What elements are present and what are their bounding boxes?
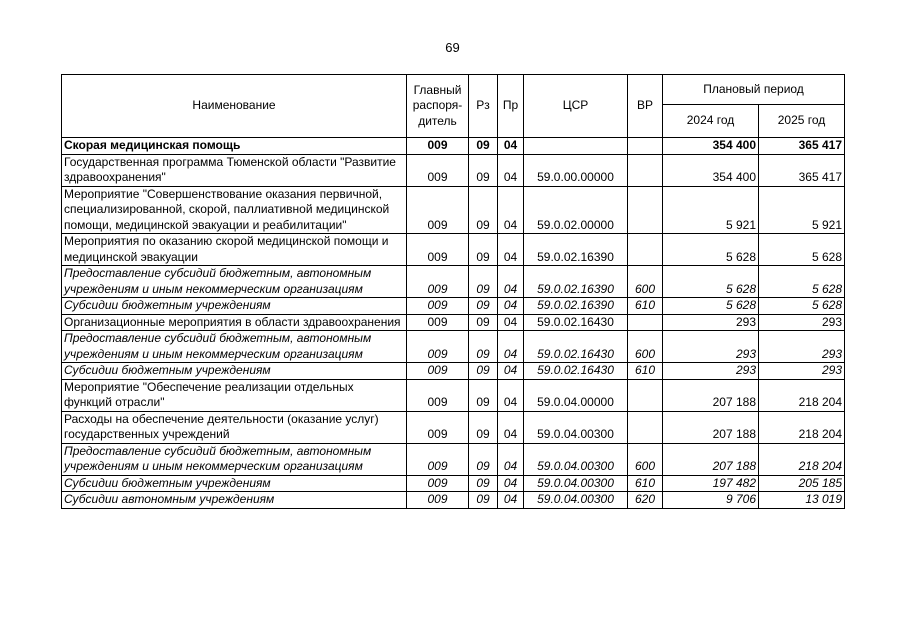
table-row [62,266,845,298]
cell-main-manager: 009 [407,234,469,266]
cell-rz: 09 [469,475,498,492]
cell-pr: 04 [498,154,524,186]
table-row [62,379,845,411]
cell-vr [628,314,663,331]
header-vr: ВР [628,75,663,138]
cell-2024: 197 482 [663,475,759,492]
cell-csr: 59.0.02.16430 [524,331,628,363]
cell-pr: 04 [498,475,524,492]
cell-pr: 04 [498,443,524,475]
cell-pr: 04 [498,331,524,363]
cell-rz: 09 [469,411,498,443]
cell-2025: 218 204 [759,443,845,475]
cell-vr: 600 [628,443,663,475]
cell-2024: 207 188 [663,411,759,443]
table-row [62,331,845,363]
cell-csr: 59.0.04.00300 [524,492,628,509]
cell-2025: 293 [759,331,845,363]
cell-2025: 5 628 [759,266,845,298]
cell-rz: 09 [469,363,498,380]
cell-main-manager: 009 [407,492,469,509]
header-main-manager: Главный распоря-дитель [407,75,469,138]
cell-name: Организационные мероприятия в области здравоохранения [62,314,407,331]
cell-vr [628,138,663,155]
cell-rz: 09 [469,379,498,411]
cell-name: Мероприятия по оказанию скорой медицинской помощи и медицинской эвакуации [62,234,407,266]
cell-name: Субсидии автономным учреждениям [62,492,407,509]
cell-csr: 59.0.04.00300 [524,443,628,475]
cell-2024: 354 400 [663,154,759,186]
cell-2025: 218 204 [759,379,845,411]
cell-name: Субсидии бюджетным учреждениям [62,475,407,492]
header-csr: ЦСР [524,75,628,138]
cell-2024: 5 921 [663,186,759,234]
cell-rz: 09 [469,234,498,266]
cell-pr: 04 [498,138,524,155]
cell-vr: 610 [628,475,663,492]
header-year-2025: 2025 год [759,105,845,138]
cell-csr: 59.0.02.00000 [524,186,628,234]
cell-name: Государственная программа Тюменской области "Развитие здравоохранения" [62,154,407,186]
budget-table [61,74,845,509]
cell-2025: 205 185 [759,475,845,492]
cell-main-manager: 009 [407,363,469,380]
cell-main-manager: 009 [407,443,469,475]
cell-2024: 207 188 [663,379,759,411]
header-pr: Пр [498,75,524,138]
cell-name: Предоставление субсидий бюджетным, автономным учреждениям и иным некоммерческим организациям [62,331,407,363]
cell-name: Субсидии бюджетным учреждениям [62,363,407,380]
cell-pr: 04 [498,314,524,331]
cell-main-manager: 009 [407,298,469,315]
cell-csr [524,138,628,155]
cell-rz: 09 [469,186,498,234]
cell-2025: 5 628 [759,234,845,266]
cell-csr: 59.0.02.16390 [524,298,628,315]
cell-2024: 293 [663,331,759,363]
cell-main-manager: 009 [407,314,469,331]
cell-rz: 09 [469,443,498,475]
cell-2024: 354 400 [663,138,759,155]
cell-vr [628,186,663,234]
cell-pr: 04 [498,492,524,509]
table-row [62,443,845,475]
cell-2024: 5 628 [663,266,759,298]
cell-pr: 04 [498,186,524,234]
cell-main-manager: 009 [407,379,469,411]
header-plan-period: Плановый период [663,75,845,105]
cell-2025: 218 204 [759,411,845,443]
header-year-2024: 2024 год [663,105,759,138]
cell-name: Мероприятие "Совершенствование оказания первичной, специализированной, скорой, паллиативной медицинской помощи, медицинской эвакуации и реабилитации" [62,186,407,234]
cell-vr [628,154,663,186]
cell-name: Мероприятие "Обеспечение реализации отдельных функций отрасли" [62,379,407,411]
cell-2024: 5 628 [663,234,759,266]
cell-2025: 5 921 [759,186,845,234]
cell-name: Расходы на обеспечение деятельности (оказание услуг) государственных учреждений [62,411,407,443]
cell-main-manager: 009 [407,154,469,186]
cell-csr: 59.0.02.16430 [524,363,628,380]
cell-csr: 59.0.04.00300 [524,411,628,443]
cell-name: Предоставление субсидий бюджетным, автономным учреждениям и иным некоммерческим организациям [62,443,407,475]
table-row [62,138,845,155]
cell-rz: 09 [469,492,498,509]
cell-vr [628,411,663,443]
cell-rz: 09 [469,266,498,298]
cell-pr: 04 [498,266,524,298]
table-row [62,298,845,315]
cell-2024: 293 [663,314,759,331]
cell-rz: 09 [469,154,498,186]
cell-2025: 13 019 [759,492,845,509]
cell-vr: 600 [628,266,663,298]
cell-2024: 5 628 [663,298,759,315]
cell-name: Скорая медицинская помощь [62,138,407,155]
table-row [62,186,845,234]
cell-pr: 04 [498,411,524,443]
cell-vr [628,234,663,266]
cell-vr: 620 [628,492,663,509]
cell-main-manager: 009 [407,186,469,234]
cell-vr: 610 [628,298,663,315]
cell-pr: 04 [498,234,524,266]
cell-vr: 600 [628,331,663,363]
cell-name: Предоставление субсидий бюджетным, автономным учреждениям и иным некоммерческим организациям [62,266,407,298]
cell-csr: 59.0.02.16390 [524,234,628,266]
cell-2025: 365 417 [759,138,845,155]
table-row [62,234,845,266]
cell-rz: 09 [469,314,498,331]
table-row [62,492,845,509]
cell-main-manager: 009 [407,411,469,443]
cell-main-manager: 009 [407,138,469,155]
table-row [62,475,845,492]
cell-2024: 293 [663,363,759,380]
header-name: Наименование [62,75,407,138]
table-row [62,314,845,331]
cell-rz: 09 [469,298,498,315]
cell-main-manager: 009 [407,266,469,298]
cell-vr: 610 [628,363,663,380]
table-row [62,363,845,380]
cell-csr: 59.0.02.16390 [524,266,628,298]
cell-name: Субсидии бюджетным учреждениям [62,298,407,315]
cell-vr [628,379,663,411]
table-row [62,411,845,443]
cell-main-manager: 009 [407,331,469,363]
page-number: 69 [445,40,460,55]
cell-csr: 59.0.02.16430 [524,314,628,331]
cell-rz: 09 [469,331,498,363]
table-row [62,154,845,186]
cell-main-manager: 009 [407,475,469,492]
cell-csr: 59.0.04.00300 [524,475,628,492]
cell-2025: 293 [759,314,845,331]
cell-2025: 293 [759,363,845,380]
cell-pr: 04 [498,363,524,380]
table-body [62,138,845,509]
cell-2025: 365 417 [759,154,845,186]
cell-pr: 04 [498,298,524,315]
cell-rz: 09 [469,138,498,155]
cell-csr: 59.0.00.00000 [524,154,628,186]
cell-pr: 04 [498,379,524,411]
cell-2025: 5 628 [759,298,845,315]
cell-2024: 9 706 [663,492,759,509]
header-rz: Рз [469,75,498,138]
cell-2024: 207 188 [663,443,759,475]
cell-csr: 59.0.04.00000 [524,379,628,411]
